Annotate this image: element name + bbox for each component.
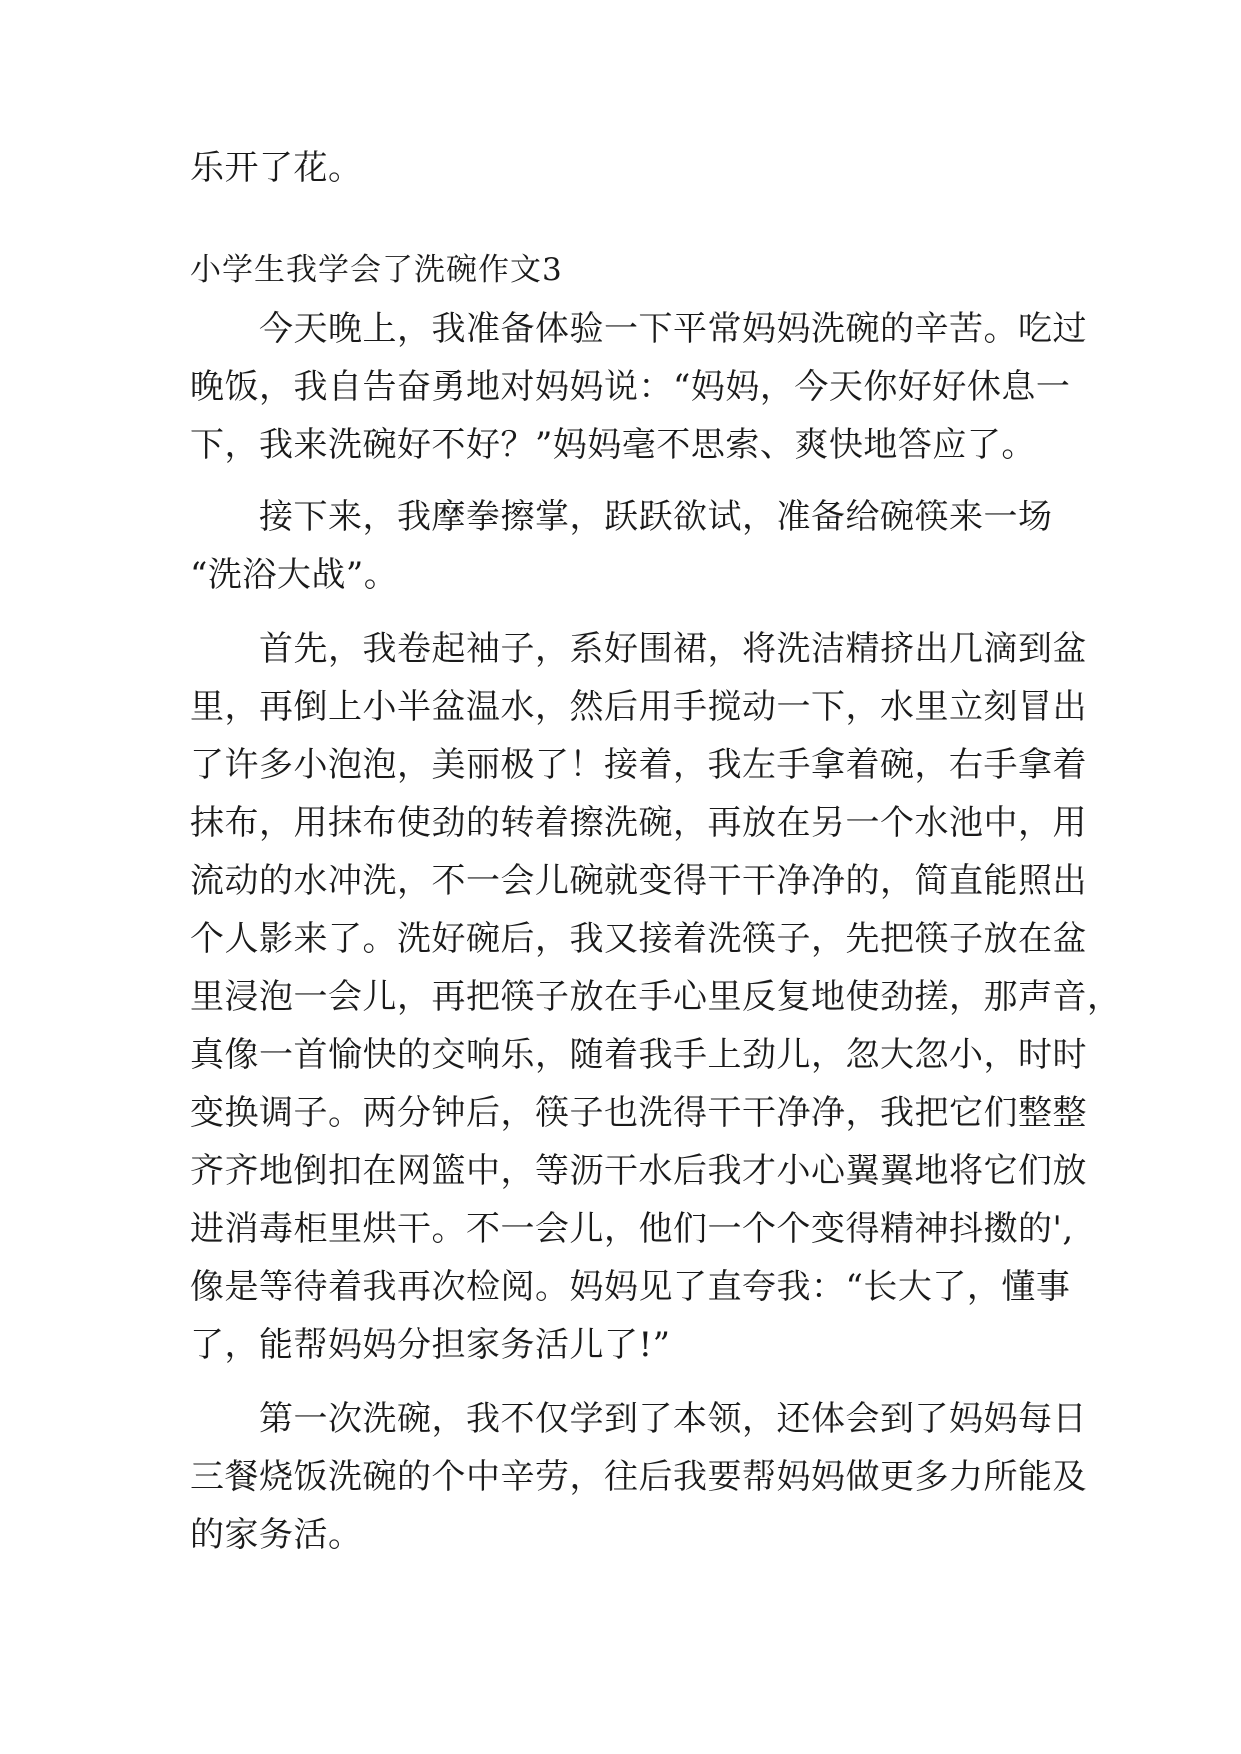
text-line: 里，再倒上小半盆温水，然后用手搅动一下，水里立刻冒出	[190, 687, 1087, 727]
text-line: 了许多小泡泡，美丽极了！接着，我左手拿着碗，右手拿着	[190, 745, 1087, 785]
text-line: 今天晚上，我准备体验一下平常妈妈洗碗的辛苦。吃过	[190, 309, 1087, 349]
text-line: 的家务活。	[190, 1515, 363, 1555]
text-line: 齐齐地倒扣在网篮中，等沥干水后我才小心翼翼地将它们放	[190, 1151, 1087, 1191]
text-line: 乐开了花。	[190, 148, 363, 188]
text-line: 流动的水冲洗，不一会儿碗就变得干干净净的，简直能照出	[190, 861, 1087, 901]
text-line: 接下来，我摩拳擦掌，跃跃欲试，准备给碗筷来一场	[190, 497, 1053, 537]
text-line: 进消毒柜里烘干。不一会儿，他们一个个变得精神抖擞的',	[190, 1209, 1074, 1249]
text-line: 下，我来洗碗好不好？”妈妈毫不思索、爽快地答应了。	[190, 425, 1036, 465]
text-line: 了，能帮妈妈分担家务活儿了!”	[190, 1325, 671, 1365]
text-line: 真像一首愉快的交响乐，随着我手上劲儿，忽大忽小，时时	[190, 1035, 1087, 1075]
text-line: 抹布，用抹布使劲的转着擦洗碗，再放在另一个水池中，用	[190, 803, 1087, 843]
text-line: “洗浴大战”。	[190, 555, 399, 595]
text-line: 第一次洗碗，我不仅学到了本领，还体会到了妈妈每日	[190, 1399, 1087, 1439]
text-line: 像是等待着我再次检阅。妈妈见了直夸我：“长大了，懂事	[190, 1267, 1071, 1307]
text-line: 里浸泡一会儿，再把筷子放在手心里反复地使劲搓，那声音，	[190, 977, 1122, 1017]
essay-title: 小学生我学会了洗碗作文3	[190, 252, 563, 288]
text-line: 变换调子。两分钟后，筷子也洗得干干净净，我把它们整整	[190, 1093, 1087, 1133]
text-line: 三餐烧饭洗碗的个中辛劳，往后我要帮妈妈做更多力所能及	[190, 1457, 1087, 1497]
text-line: 首先，我卷起袖子，系好围裙，将洗洁精挤出几滴到盆	[190, 629, 1087, 669]
text-line: 晚饭，我自告奋勇地对妈妈说：“妈妈，今天你好好休息一	[190, 367, 1071, 407]
text-line: 个人影来了。洗好碗后，我又接着洗筷子，先把筷子放在盆	[190, 919, 1087, 959]
